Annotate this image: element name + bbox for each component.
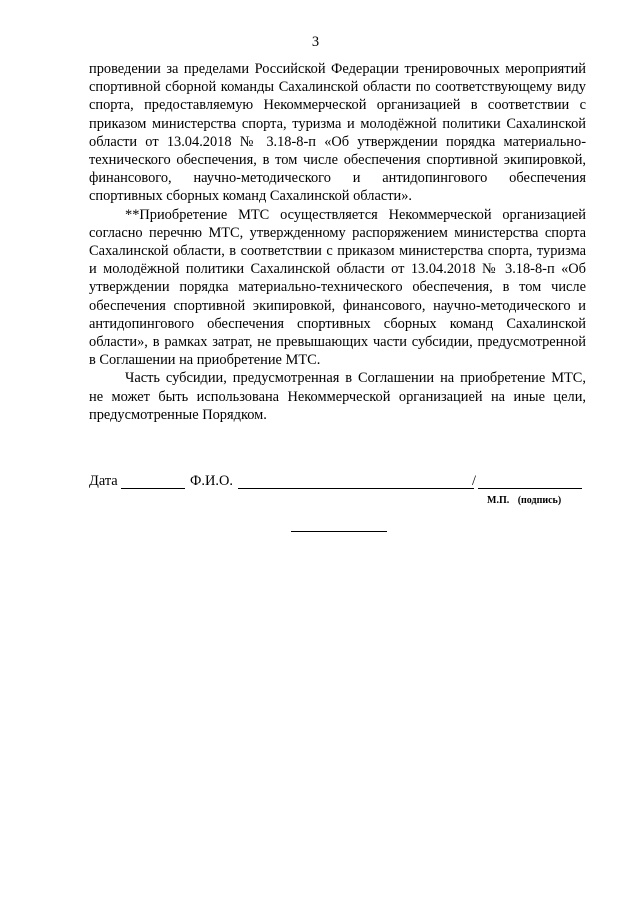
date-label: Дата [89, 473, 118, 489]
paragraph-mts-purchase: **Приобретение МТС осуществляется Некоммерческой организацией согласно перечню МТС, утвержденному распоряжением министерства спорта Сахалинской области, в соответствии с приказом министерства спорта, туризма и молодёжной политики Сахалинской области от 13.04.2018 № 3.18-8-п «Об утверждении порядка материально-технического обеспечения, в том числе обеспечения спортивной экипировкой, финансового, научно-методического и антидопингового обеспечения спортивных сборных команд Сахалинской области», в рамках затрат, не превышающих части субсидии, предусмотренной в Соглашении на приобретение МТС. [89, 206, 586, 369]
paragraph-continuation: проведении за пределами Российской Федерации тренировочных мероприятий спортивной сборной команды Сахалинской области по соответствующему виду спорта, предоставляемую Некоммерческой организацией в соответствии с приказом министерства спорта, туризма и молодёжной политики Сахалинской области от 13.04.2018 № 3.18-8-п «Об утверждении порядка материально-технического обеспечения, в том числе обеспечения спортивной экипировкой, финансового, научно-методического и антидопингового обеспечения спортивных сборных команд Сахалинской области». [89, 61, 586, 205]
document-body [89, 60, 586, 424]
stamp-signature-caption: М.П. (подпись) [487, 495, 562, 506]
end-of-document-rule [291, 531, 387, 532]
date-blank-line [121, 488, 185, 489]
signature-blank-line [478, 488, 582, 489]
page-number: 3 [311, 34, 320, 50]
name-blank-line [238, 488, 474, 489]
paragraph-subsidy-restriction: Часть субсидии, предусмотренная в Соглашении на приобретение МТС, не может быть использована Некоммерческой организацией на иные цели, предусмотренные Порядком. [89, 370, 586, 423]
name-signature-separator: / [472, 473, 476, 489]
signature-row [89, 473, 586, 495]
name-label: Ф.И.О. [190, 473, 233, 489]
